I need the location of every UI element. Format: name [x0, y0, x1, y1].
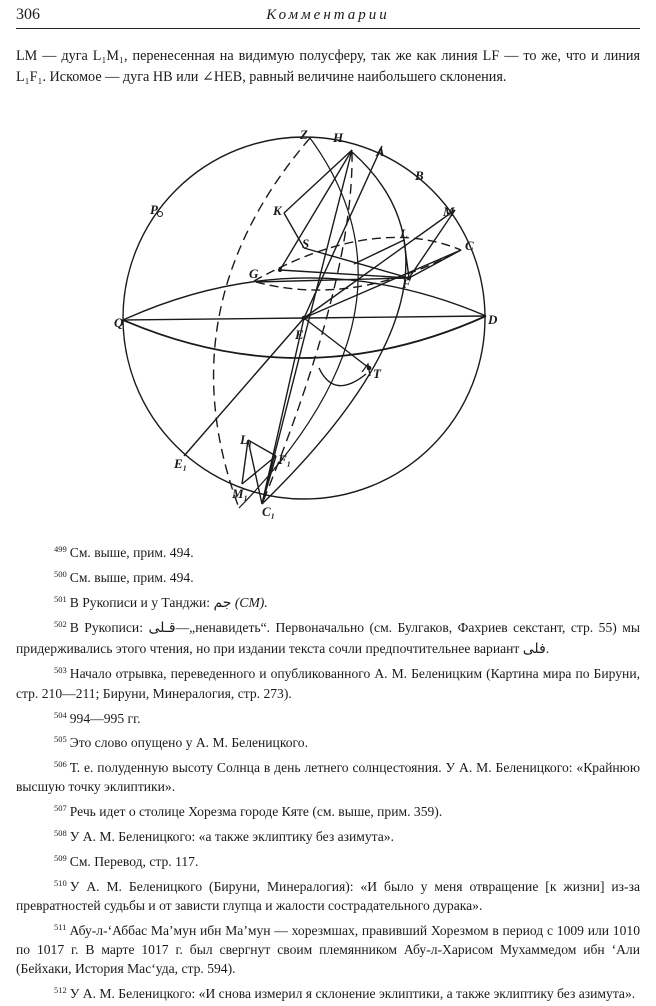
- celestial-sphere-diagram: [104, 128, 514, 528]
- label-E1: E₁: [174, 456, 188, 471]
- label-M: M: [443, 204, 455, 219]
- running-title: Комментарии: [266, 7, 390, 23]
- footnote: $^{500}$ См. выше, прим. 494.: [54, 568, 194, 585]
- footnote: $^{511}$ Абу-л-‘Аббас Ма’мун ибн Ма’мун — хорезмшах, правивший Хорезмом в период с 1009 или 1010 по 1017 г. В марте 1017 г. был свергнут своим племянником Абу-л-Харисом Мухаммедом ибн ‘Али (Бейхаки, История Мас‘уда, стр. 594).: [16, 921, 640, 977]
- footnote: $^{501}$ В Рукописи и у Танджи: جم (СМ).: [54, 593, 268, 611]
- arabic-word: قـلى: [148, 620, 176, 637]
- footnote: $^{504}$ 994—995 гг.: [54, 709, 141, 726]
- label-F: F: [402, 276, 411, 291]
- footnotes: [16, 540, 640, 1006]
- label-K: K: [273, 203, 282, 218]
- label-C1: C₁: [262, 504, 276, 519]
- footnote: $^{499}$ См. выше, прим. 494.: [54, 544, 194, 560]
- page-header: [16, 4, 640, 29]
- label-G: G: [249, 266, 259, 281]
- footnote: $^{510}$ У А. М. Беленицкого (Бируни, Минералогия): «И было у меня отвращение [к жизни] из-за превратностей судьбы и от зависти глупца и жалости сострадательного дурака».: [16, 877, 640, 913]
- label-L1: L₁: [240, 432, 253, 447]
- label-Q: Q: [114, 315, 124, 330]
- intro-paragraph: LM — дуга L₁M₁, перенесенная на видимую полусферу, так же как линия LF — то же, что и линия L₁F₁. Искомое — дуга HB или ∠HEB, равный величине наибольшего склонения.: [16, 48, 640, 85]
- label-F1: F₁: [278, 452, 292, 467]
- label-E: E: [295, 327, 304, 342]
- label-C: C: [465, 238, 474, 253]
- page-number: 306: [16, 6, 40, 23]
- footnote: $^{507}$ Речь идет о столице Хорезма городе Кяте (см. выше, прим. 359).: [54, 803, 443, 820]
- footnote: $^{505}$ Это слово опущено у А. М. Беленицкого.: [54, 734, 308, 751]
- label-B: B: [415, 168, 424, 183]
- footnote: $^{512}$ У А. М. Беленицкого: «И снова измерил я склонение эклиптики, а также эклиптику без азимута».: [54, 985, 636, 1002]
- label-S: S: [302, 236, 310, 251]
- footnote: $^{503}$ Начало отрывка, переведенного и опубликованного А. М. Беленицким (Картина мира по Бируни, стр. 210—211; Бируни, Минералогия, стр. 273).: [16, 665, 640, 701]
- footnote: $^{508}$ У А. М. Беленицкого: «а также эклиптику без азимута».: [54, 828, 395, 845]
- footnote: $^{506}$ Т. е. полуденную высоту Солнца в день летнего солнцестояния. У А. М. Беленицкого: «Крайнюю высшую точку эклиптики».: [16, 759, 640, 795]
- arabic-word: فلى: [522, 640, 546, 657]
- label-D: D: [488, 312, 498, 327]
- label-M1: M₁: [232, 486, 249, 501]
- label-P: P: [150, 202, 158, 217]
- label-H: H: [333, 130, 344, 145]
- label-A: A: [376, 144, 385, 159]
- arabic-word: جم: [213, 594, 232, 611]
- footnote: $^{509}$ См. Перевод, стр. 117.: [54, 852, 199, 869]
- label-L: L: [400, 226, 408, 241]
- label-Z: Z: [300, 128, 308, 142]
- label-T: T: [373, 366, 381, 381]
- footnote: $^{502}$ В Рукописи: قـلى—„ненавидеть“. Первоначально (см. Булгаков, Фахриев секстант, стр. 55) мы придерживались этого чтения, но при издании текста сочли предпочтительнее вариант فلى.: [16, 619, 640, 657]
